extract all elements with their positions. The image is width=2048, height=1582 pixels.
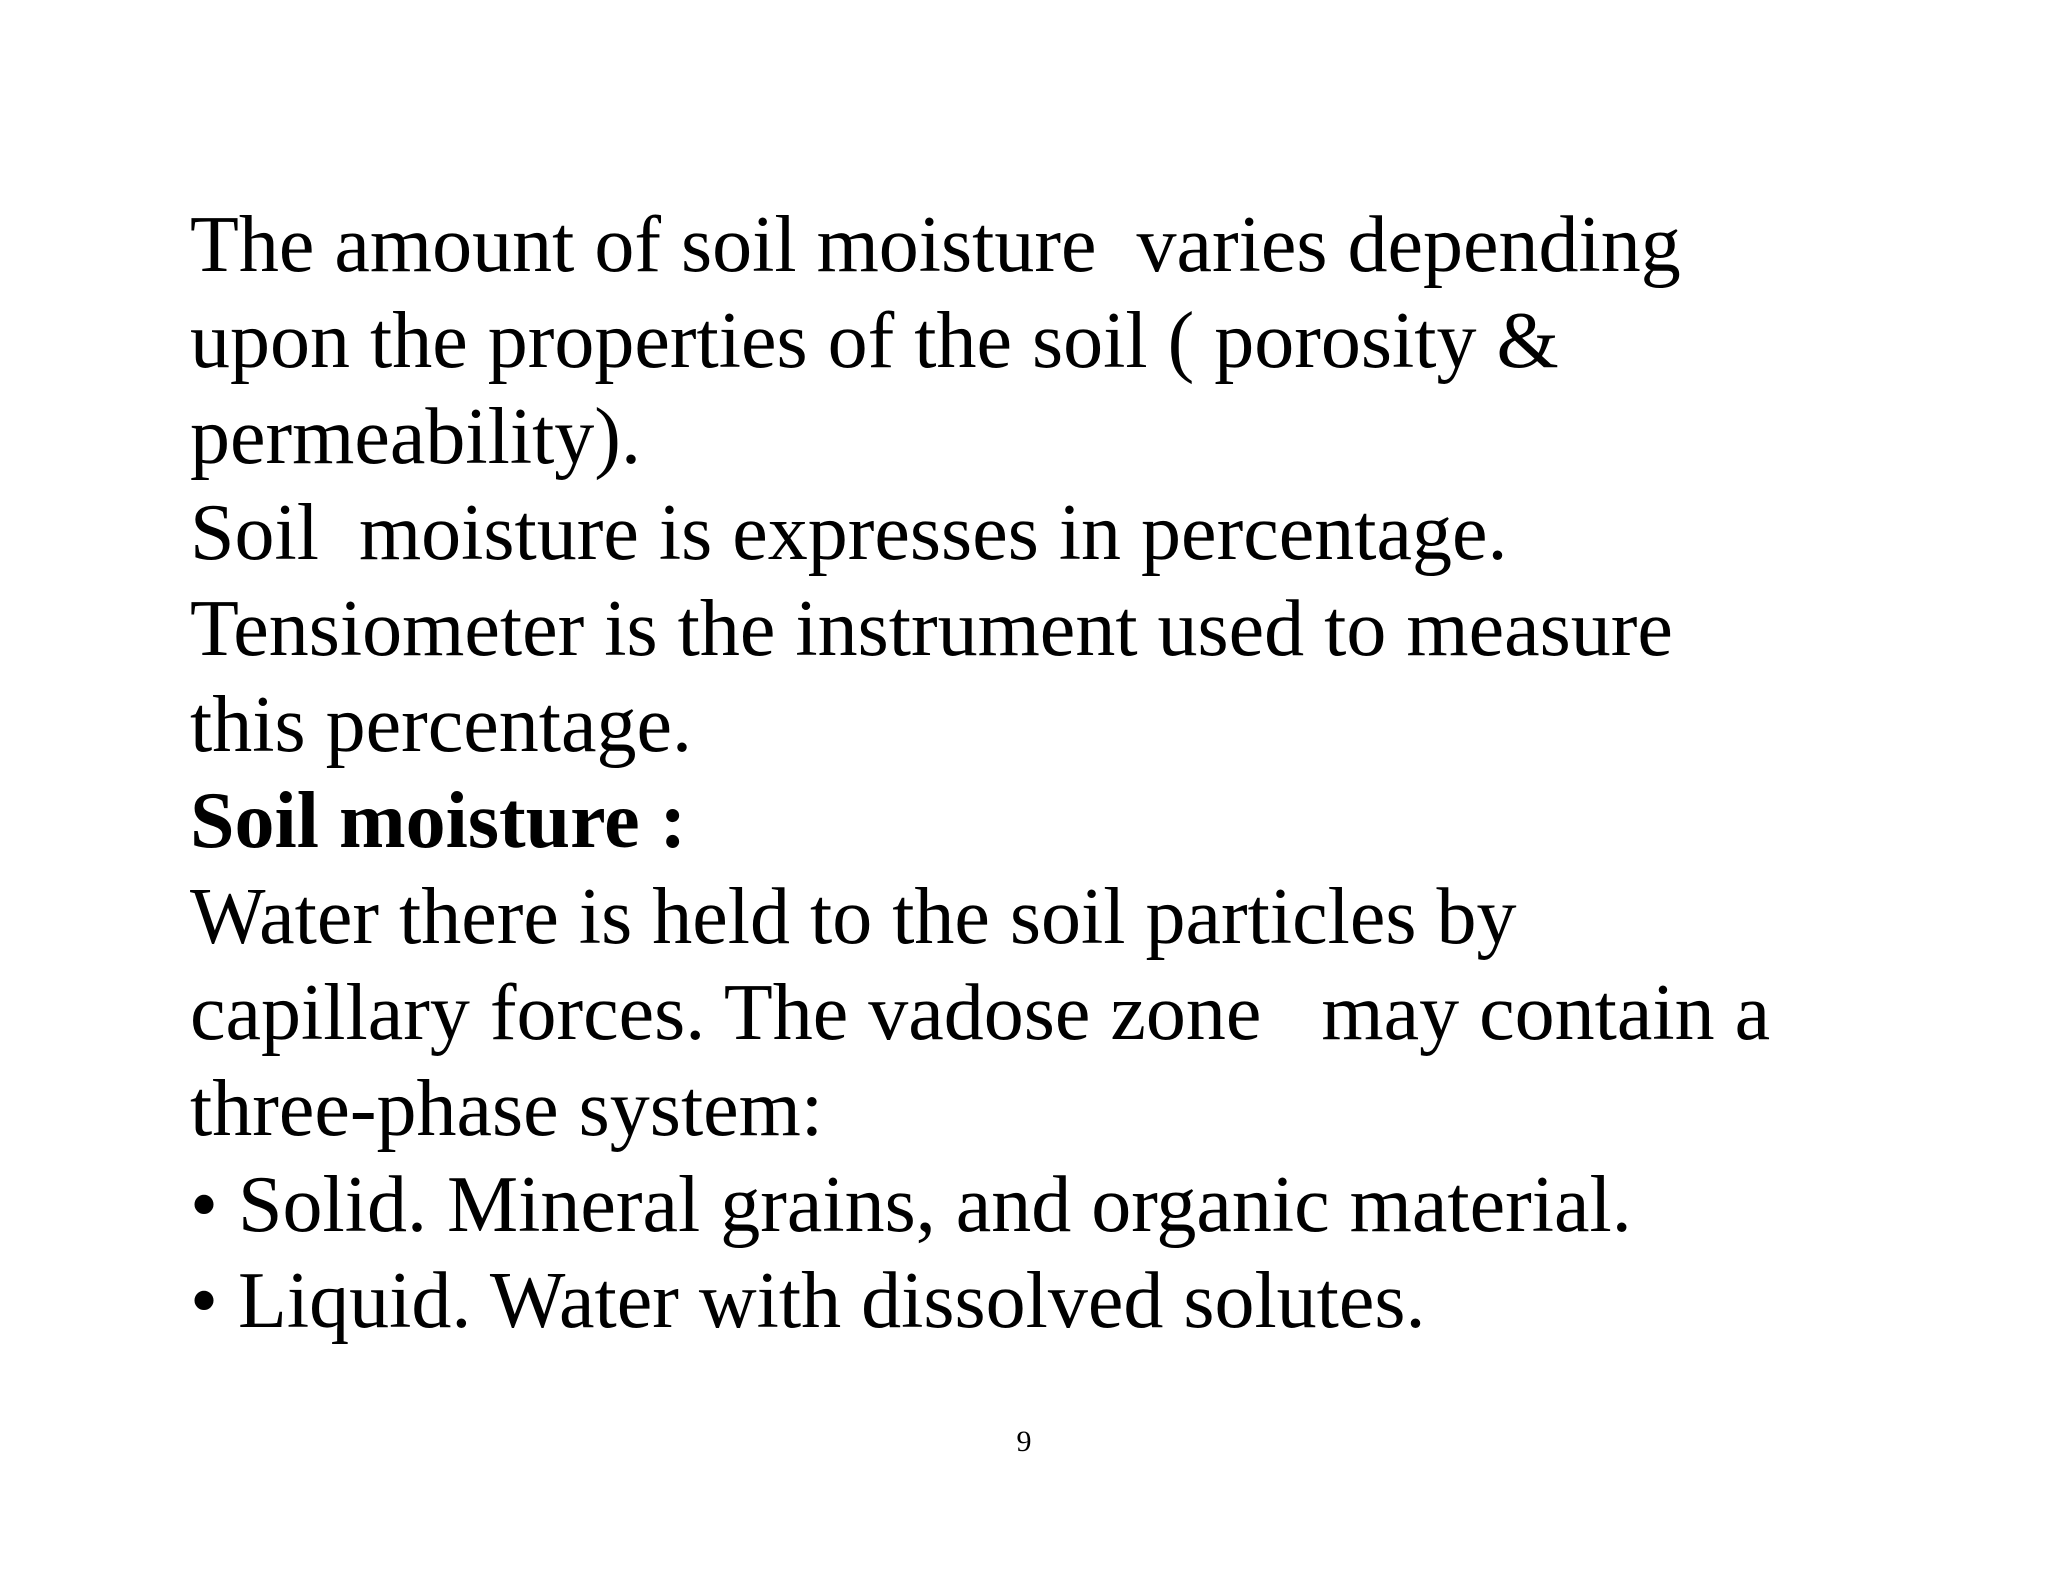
body-text-line: this percentage. bbox=[190, 681, 692, 769]
body-text-line: Soil moisture is expresses in percentage. bbox=[190, 489, 1508, 577]
body-text-line: upon the properties of the soil ( porosity & bbox=[190, 297, 1559, 385]
body-text-line: three-phase system: bbox=[190, 1065, 824, 1153]
body-text-line: capillary forces. The vadose zone may contain a bbox=[190, 969, 1771, 1057]
bullet-item: • Solid. Mineral grains, and organic material. bbox=[190, 1161, 1632, 1249]
body-text-line: Water there is held to the soil particles by bbox=[190, 873, 1517, 961]
body-text-line: permeability). bbox=[190, 393, 641, 481]
body-text-line: Tensiometer is the instrument used to measure bbox=[190, 585, 1673, 673]
bullet-item: • Liquid. Water with dissolved solutes. bbox=[190, 1257, 1426, 1345]
page-number: 9 bbox=[1016, 1425, 1032, 1458]
slide-body bbox=[190, 197, 2010, 1349]
section-heading: Soil moisture : bbox=[190, 777, 687, 865]
body-text-line: The amount of soil moisture varies depending bbox=[190, 201, 1681, 289]
